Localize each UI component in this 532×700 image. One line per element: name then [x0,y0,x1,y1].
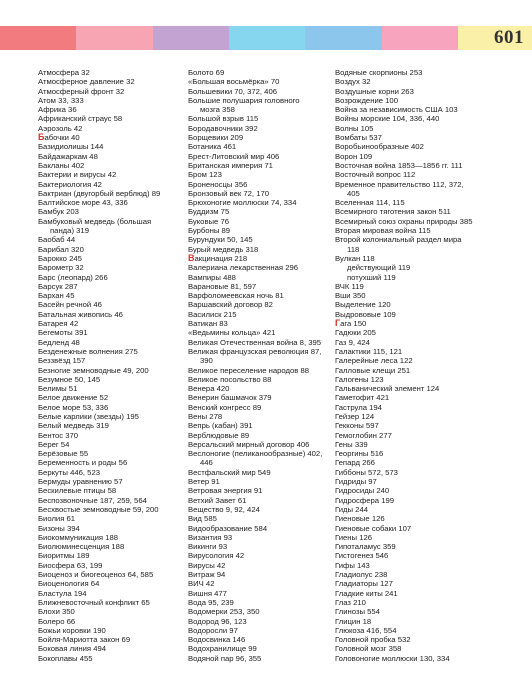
index-column-1 [38,68,184,663]
index-entry: «Большая восьмёрка» 70 [188,77,280,87]
index-entry: Вены 278 [188,411,223,421]
index-entry: Валериана лекарственная 296 [188,263,299,273]
index-entry: Воробьинообразные 402 [335,142,424,152]
index-entry: Биоритмы 189 [38,551,90,561]
index-entry: Болеро 66 [38,616,76,626]
index-entry: Беременность и роды 56 [38,458,128,468]
index-entry: Головной пробка 532 [335,635,411,645]
index-entry: Водоросли 97 [188,625,238,635]
index-entry: Атом 33, 333 [38,95,84,105]
index-entry [335,319,510,328]
index-entry: 446 [200,458,213,468]
index-entry: Великое переселение народов 88 [188,365,310,375]
index-entry: Восточная война 1853—1856 гг. 111 [335,160,463,170]
index-entry: потухший 119 [347,272,396,282]
index-entry: Биолия 61 [38,514,76,524]
index-entry: Батальная живопись 46 [38,309,123,319]
index-entry: Ватикан 83 [188,319,228,329]
index-entry: Византия 93 [188,532,233,542]
index-entry: Всемирного тяготения закон 511 [335,207,451,217]
index-entry: Ветхий Завет 61 [188,495,247,505]
index-entry: Великая Отечественная война 8, 395 [188,337,322,347]
index-entry: Великое посольство 88 [188,374,272,384]
index-entry: Верблюдовые 89 [188,430,250,440]
index-entry: Глаз 210 [335,597,366,607]
index-entry: Бесхвостые земноводные 59, 200 [38,504,159,514]
index-entry: Вторая мировая война 115 [335,226,431,236]
index-entry: Атмосферный фронт 32 [38,86,125,96]
index-entry: Биосфера 63, 199 [38,560,103,570]
index-entry: Бурундуки 50, 145 [188,235,253,245]
index-entry: Аэрозоль 42 [38,123,83,133]
index-entry: Базидиолишы 144 [38,142,104,152]
index-entry: Ветровая энергия 91 [188,486,263,496]
index-entry: Бластула 194 [38,588,87,598]
index-entry: Бескилевые птицы 58 [38,486,117,496]
page-number-box [458,26,532,50]
index-entry: Бурый медведь 318 [188,244,259,254]
index-entry: Безумное 50, 145 [38,374,101,384]
index-entry: Гладкие киты 241 [335,588,398,598]
index-entry: Гальванический элемент 124 [335,384,440,394]
letter-initial: В [188,252,195,263]
index-entry: Водяные скорпионы 253 [335,68,423,77]
index-entry: Видообразование 584 [188,523,268,533]
index-entry: Гиды 244 [335,504,368,514]
index-entry: Гидросиды 240 [335,486,390,496]
index-entry: Газ 9, 424 [335,337,370,347]
index-entry: Всемирный союз охраны природы 385 [335,216,473,226]
index-entry: «Ведьмины кольца» 421 [188,328,276,338]
index-entry: Биоценология 64 [38,579,100,589]
index-entry: Волны 105 [335,123,374,133]
index-entry: Гемоглобин 277 [335,430,392,440]
index-entry: мозга 358 [200,105,235,115]
index-entry: Вид 585 [188,514,217,524]
index-entry: Блохи 350 [38,607,75,617]
index-entry: Бокоплавы 455 [38,653,93,663]
index-entry: Версальский мирный договор 406 [188,439,310,449]
index-entry: Временное правительство 112, 372, [335,179,464,189]
index-entry: Гладиолус 238 [335,570,388,580]
index-entry: панда) 319 [50,226,89,236]
index-entry: Большой взрыв 115 [188,114,259,124]
index-entry: Бермуды уравнению 57 [38,477,123,487]
index-entry: Гаструла 194 [335,402,382,412]
letter-initial: Б [38,132,45,143]
index-entry: Ботаника 461 [188,142,237,152]
index-entry: Бронзовый век 72, 170 [188,188,270,198]
index-entry: Беспозвоночные 187, 259, 564 [38,495,147,505]
index-entry: Барометр 32 [38,263,84,273]
index-entry: Венера 420 [188,384,230,394]
index-entry: Гиены 126 [335,532,373,542]
index-entry: Галактики 115, 121 [335,346,403,356]
index-entry: Болото 69 [188,68,225,77]
index-entry: Белое движение 52 [38,393,109,403]
index-entry: Брест-Литовский мир 406 [188,151,280,161]
index-entry: Бактерии и вирусы 42 [38,170,117,180]
stripe-segment [153,26,229,50]
index-entry: Ближневосточный конфликт 65 [38,597,150,607]
index-entry: Бизоны 394 [38,523,80,533]
index-entry: Вестфальский мир 549 [188,467,271,477]
index-column-2 [188,68,341,663]
index-entry: Гадюки 205 [335,328,376,338]
index-entry: Белые карлики (звезды) 195 [38,411,139,421]
index-entry: Водохранилище 99 [188,644,257,654]
index-entry: Водосвинка 146 [188,635,246,645]
index-entry: Головоногие моллюски 130, 334 [335,653,450,663]
stripe-segment [382,26,458,50]
index-entry: Гидриды 97 [335,477,377,487]
index-entry: Глюкоза 416, 554 [335,625,397,635]
stripe-segment [229,26,305,50]
index-entry-rest: ага 150 [340,319,367,329]
index-entry: Гистогенез 546 [335,551,389,561]
index-entry: Брюхоногие моллюски 74, 334 [188,198,297,208]
index-columns [0,68,532,698]
index-entry: Варановые 81, 597 [188,281,257,291]
index-entry: Головной мозг 358 [335,644,402,654]
index-entry: Вулкан 118 [335,253,375,263]
index-entry: Вомбаты 537 [335,133,382,143]
index-entry: Водяной пар 96, 355 [188,653,262,663]
index-entry: Бородавочники 392 [188,123,258,133]
index-entry: Ветер 91 [188,477,220,487]
index-entry: 405 [347,188,360,198]
index-entry: Бурбоны 89 [188,226,231,236]
letter-initial: Г [335,318,341,329]
index-entry: Выдрововые 109 [335,309,396,319]
index-entry: Второй колониальный раздел мира [335,235,462,245]
index-entry: Буддизм 75 [188,207,230,217]
index-entry: ВЧК 119 [335,281,364,291]
index-entry: Бегемоты 391 [38,328,88,338]
index-entry: Война за независимость США 103 [335,105,458,115]
index-entry: Бамбук 203 [38,207,79,217]
index-entry: Бакланы 402 [38,160,85,170]
index-entry: Бамбуковый медведь (большая [38,216,152,226]
index-entry: Гаметофит 421 [335,393,390,403]
index-entry: Барс (леопард) 266 [38,272,108,282]
index-entry: Вишня 477 [188,588,227,598]
index-entry: Бойля-Мариотта закон 69 [38,635,131,645]
index-entry-rest: абочки 40 [44,133,80,143]
index-entry: Батарея 42 [38,319,79,329]
index-entry: Воздушные корни 263 [335,86,414,96]
index-entry: Варфоломеевская ночь 81 [188,291,284,301]
index-entry: Бром 123 [188,170,222,180]
index-entry: Великая французская революция 87, [188,346,322,356]
index-entry: Веслоногие (пеликанообразные) 402, [188,449,323,459]
index-entry: Войны морские 104, 336, 440 [335,114,440,124]
index-column-3 [335,68,510,663]
index-entry: Гидросфера 199 [335,495,395,505]
page-number: 601 [494,27,524,48]
index-entry: Вепрь (кабан) 391 [188,421,253,431]
header-color-stripe [0,26,458,50]
index-entry: Борщевики 209 [188,133,244,143]
index-entry: Белое море 53, 336 [38,402,109,412]
index-entry: Беззвёзд 157 [38,356,86,366]
index-entry: Бактриан (двугорбый верблюд) 89 [38,188,161,198]
index-entry-rest: акцинация 218 [194,253,248,263]
index-entry: Восточный вопрос 112 [335,170,416,180]
index-entry: Вирусы 42 [188,560,226,570]
index-entry: Белый медведь 319 [38,421,109,431]
index-entry: Ворон 109 [335,151,373,161]
index-entry: Витраж 94 [188,570,226,580]
index-entry: Африканский страус 58 [38,114,123,124]
index-entry: Бентос 370 [38,430,79,440]
index-entry: Безногие земноводные 49, 200 [38,365,149,375]
index-entry: Выделение 120 [335,300,391,310]
index-entry: Атмосферное давление 32 [38,77,135,87]
index-entry: Большевики 70, 372, 406 [188,86,278,96]
index-entry: 118 [347,244,360,254]
index-entry: Большие полушария головного [188,95,300,105]
index-entry: Белимы 51 [38,384,78,394]
index-entry: Венерин башмачок 379 [188,393,272,403]
index-entry: Воздух 32 [335,77,371,87]
index-entry: Гекконы 597 [335,421,379,431]
stripe-segment [305,26,381,50]
index-entry: Берег 54 [38,439,70,449]
index-entry: Галловые клещи 251 [335,365,411,375]
index-entry: Биокоммуникация 188 [38,532,119,542]
index-entry: ВИЧ 42 [188,579,215,589]
index-entry: Вампиры 488 [188,272,236,282]
index-entry: Боковая линия 494 [38,644,107,654]
index-entry: Балтийское море 43, 336 [38,198,128,208]
index-entry: Бедленд 48 [38,337,80,347]
index-entry: Венский конгресс 89 [188,402,262,412]
index-entry: Варшавский договор 82 [188,300,273,310]
index-entry: Буковые 76 [188,216,230,226]
index-entry: Галогены 123 [335,374,384,384]
index-entry: Бактериология 42 [38,179,102,189]
index-entry [38,133,184,142]
index-entry: Гиббоны 572, 573 [335,467,398,477]
index-entry: Басейн речной 46 [38,300,102,310]
index-entry: Британская империя 71 [188,160,273,170]
index-entry [188,254,338,263]
index-entry: Глинозы 554 [335,607,380,617]
index-entry: Гипоталамус 359 [335,542,396,552]
index-entry: Байдажаркам 48 [38,151,98,161]
index-entry: 390 [200,356,213,366]
index-entry: Броненосцы 356 [188,179,248,189]
index-entry: Галерейные леса 122 [335,356,413,366]
index-entry: Водород 96, 123 [188,616,247,626]
index-entry: Божьи коровки 190 [38,625,106,635]
index-entry: Гладиаторы 127 [335,579,393,589]
index-entry: Возрождение 100 [335,95,398,105]
stripe-segment [0,26,76,50]
index-entry: Гиеновые 126 [335,514,385,524]
index-entry: Георгины 516 [335,449,384,459]
index-entry: Безденежные волнения 275 [38,346,138,356]
index-entry: Вши 350 [335,291,366,301]
index-entry: Барокко 245 [38,253,82,263]
index-entry: Биоценоз и биогеоценоз 64, 585 [38,570,154,580]
index-entry: Гейзер 124 [335,411,375,421]
index-entry: Гепард 266 [335,458,375,468]
stripe-segment [76,26,152,50]
index-entry: Биолюминесценция 188 [38,542,125,552]
index-entry: Барсук 287 [38,281,78,291]
index-entry: Викинги 93 [188,542,228,552]
index-entry: Беркуты 446, 523 [38,467,100,477]
index-entry: Бархан 45 [38,291,75,301]
index-entry: Водомерки 253, 350 [188,607,260,617]
index-entry: Вирусология 42 [188,551,245,561]
index-entry: Гиеновые собаки 107 [335,523,412,533]
index-entry: Гифы 143 [335,560,370,570]
index-entry: Глицин 18 [335,616,372,626]
index-entry: действующий 119 [347,263,411,273]
index-entry: Вселенная 114, 115 [335,198,405,208]
index-entry: Гены 339 [335,439,368,449]
index-entry: Баобаб 44 [38,235,76,245]
index-entry: Барибал 320 [38,244,84,254]
index-entry: Вещество 9, 92, 424 [188,504,260,514]
index-entry: Берёзовые 55 [38,449,89,459]
index-entry: Атмосфера 32 [38,68,90,77]
index-entry: Василиск 215 [188,309,237,319]
index-entry: Вода 95, 239 [188,597,234,607]
index-entry: Африка 36 [38,105,77,115]
